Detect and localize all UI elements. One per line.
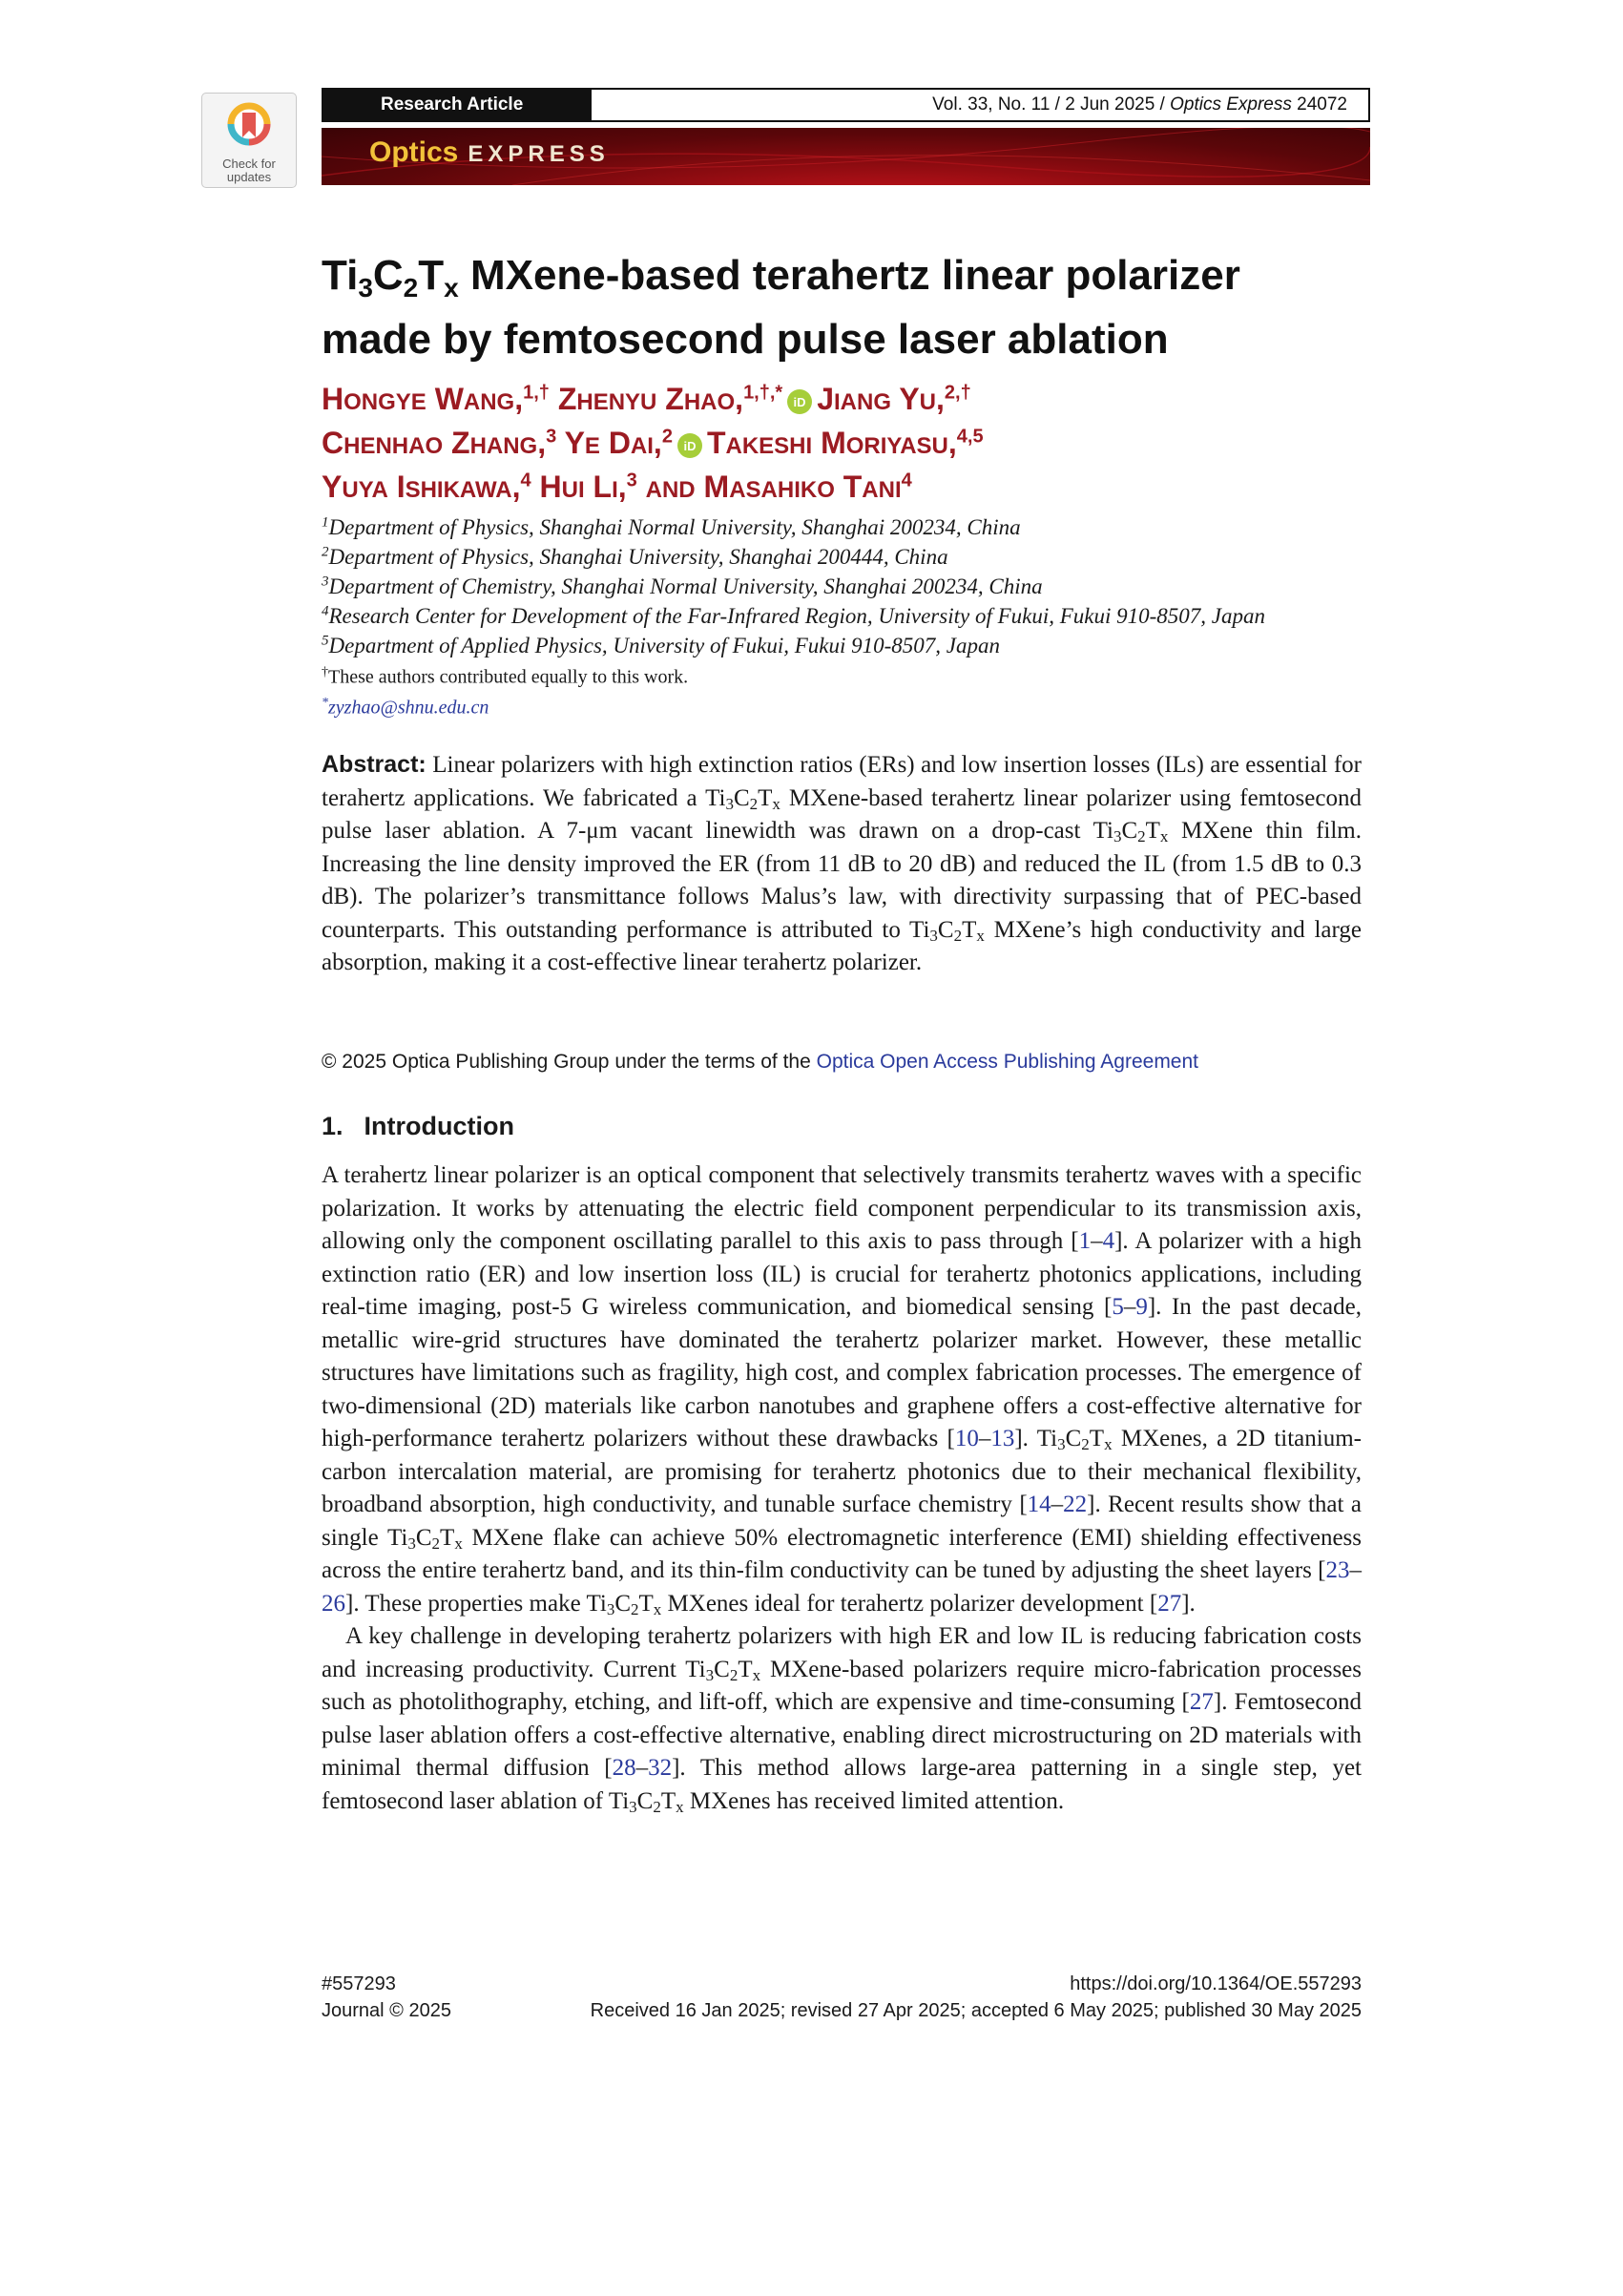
affiliation: $^2$Department of Physics, Shanghai University, Shanghai 200444, China	[322, 544, 948, 569]
citation-page: 24072	[1291, 94, 1347, 115]
title-line-2: made by femtosecond pulse laser ablation	[322, 316, 1169, 363]
author[interactable]: CHENHAO ZHANG,$^3$	[322, 426, 557, 460]
journal-header	[322, 88, 1370, 122]
orcid-icon[interactable]	[676, 432, 703, 459]
citation-link[interactable]: 23	[1325, 1557, 1350, 1583]
affiliation: $^1$Department of Physics, Shanghai Normal University, Shanghai 200234, China	[322, 514, 1021, 539]
journal-copyright: Journal © 2025	[322, 2000, 451, 2021]
paper-title	[322, 250, 1371, 365]
citation-link[interactable]: 32	[648, 1755, 673, 1781]
citation-link[interactable]: 5	[1112, 1294, 1124, 1320]
affiliation: $^3$Department of Chemistry, Shanghai Normal University, Shanghai 200234, China	[322, 574, 1043, 598]
license-link[interactable]: Optica Open Access Publishing Agreement	[816, 1051, 1199, 1073]
journal-logo	[369, 136, 610, 169]
author[interactable]: YUYA ISHIKAWA,$^4$	[322, 470, 531, 504]
citation-link[interactable]: 28	[612, 1755, 636, 1781]
section-heading: 1. Introduction	[322, 1112, 514, 1140]
author[interactable]: TAKESHI MORIYASU,$^{4,5}$	[706, 426, 984, 460]
citation-link[interactable]: 10	[954, 1426, 979, 1451]
affiliation: $^5$Department of Applied Physics, University of Fukui, Fukui 910-8507, Japan	[322, 633, 1000, 657]
corresponding-email[interactable]: *zyzhao@shnu.edu.cn	[322, 695, 489, 719]
citation-link[interactable]: 1	[1078, 1228, 1092, 1254]
author[interactable]: HUI LI,$^3$	[539, 470, 637, 504]
citation-journal: Optics Express	[1170, 94, 1292, 115]
article-type: Research Article	[322, 88, 590, 122]
citation-link[interactable]: 22	[1063, 1492, 1088, 1517]
author[interactable]: JIANG YU,$^{2,\dagger}$	[817, 382, 971, 416]
title-sub: 3	[358, 273, 373, 303]
author[interactable]: ZHENYU ZHAO,$^{1,\dagger,*}$	[557, 382, 783, 416]
citation-link[interactable]: 4	[1102, 1228, 1115, 1254]
citation	[590, 88, 1370, 122]
check-for-updates-badge[interactable]	[201, 93, 297, 188]
title-sub: 2	[403, 273, 419, 303]
equal-contribution-note: †These authors contributed equally to this work.	[322, 665, 689, 688]
citation-link[interactable]: 14	[1027, 1492, 1051, 1517]
publication-dates: Received 16 Jan 2025; revised 27 Apr 2025; accepted 6 May 2025; published 30 May 2025	[590, 2000, 1362, 2021]
author-list	[322, 379, 1371, 511]
citation-link[interactable]: 13	[990, 1426, 1015, 1451]
manuscript-id: #557293	[322, 1973, 396, 1994]
title-part: C	[372, 252, 404, 299]
title-sub: x	[444, 273, 459, 303]
title-rest: MXene-based terahertz linear polarizer	[458, 252, 1240, 299]
citation-link[interactable]: 27	[1157, 1590, 1182, 1617]
doi-link[interactable]: https://doi.org/10.1364/OE.557293	[1070, 1973, 1362, 1994]
logo-express: EXPRESS	[468, 141, 610, 167]
license-line: © 2025 Optica Publishing Group under the terms of the Optica Open Access Publishing Agreement	[322, 1051, 1199, 1073]
citation-link[interactable]: 9	[1135, 1294, 1148, 1320]
citation-volume: Vol. 33, No. 11 / 2 Jun 2025 /	[932, 94, 1171, 115]
orcid-icon[interactable]	[786, 388, 813, 415]
abstract-label: Abstract:	[322, 751, 427, 778]
authors-and: AND	[645, 477, 696, 503]
paragraph: A key challenge in developing terahertz polarizers with high ER and low IL is reducing fabrication costs and increasing productivity. Current Ti3C2Tx MXene-based polarizers require micro-fabrication processes such as photolithography, etching, and lift-off, which are expensive and time-consuming [27]. Femtosecond pulse laser ablation offers a cost-effective alternative, enabling direct microstructuring on 2D materials with minimal thermal diffusion [28–32]. This method allows large-area patterning in a single step, yet femtosecond laser ablation of Ti3C2Tx MXenes has received limited attention.	[322, 1623, 1362, 1816]
paragraph: A terahertz linear polarizer is an optical component that selectively transmits terahertz waves with a specific polarization. It works by attenuating the electric field component perpendicular to its transmission axis, allowing only the component oscillating parallel to this axis to pass through [1–4]. A polarizer with a high extinction ratio (ER) and low insertion loss (IL) is crucial for terahertz photonics applications, including real-time imaging, post-5 G wireless communication, and biomedical sensing [5–9]. In the past decade, metallic wire-grid structures have dominated the terahertz polarizer market. However, these metallic structures have limitations such as fragility, high cost, and complex fabrication processes. The emergence of two-dimensional (2D) materials like carbon nanotubes and graphene offers a cost-effective alternative for high-performance terahertz polarizers without these drawbacks [10–13]. Ti3C2Tx MXenes, a 2D titanium-carbon intercalation material, are promising for terahertz photonics due to their mechanical flexibility, broadband absorption, high conductivity, and tunable surface chemistry [14–22]. Recent results show that a single Ti3C2Tx MXene flake can achieve 50% electromagnetic interference (EMI) shielding effectiveness across the entire terahertz band, and its thin-film conductivity can be tuned by adjusting the sheet layers [23–26]. These properties make Ti3C2Tx MXenes ideal for terahertz polarizer development [27].	[322, 1162, 1363, 1618]
citation-link[interactable]: 26	[322, 1590, 345, 1617]
badge-line-1: Check for	[222, 157, 276, 171]
journal-banner	[322, 128, 1370, 185]
affiliation: $^4$Research Center for Development of the Far-Infrared Region, University of Fukui, Fukui 910-8507, Japan	[322, 603, 1265, 628]
title-part: T	[418, 252, 445, 299]
author[interactable]: HONGYE WANG,$^{1,\dagger}$	[322, 382, 550, 416]
svg-text:iD: iD	[793, 394, 806, 409]
page-footer	[322, 1971, 1362, 2024]
introduction-body	[322, 1159, 1362, 1818]
citation-link[interactable]: 27	[1189, 1689, 1214, 1715]
author[interactable]: MASAHIKO TANI$^4$	[703, 470, 912, 504]
author[interactable]: YE DAI,$^2$	[564, 426, 673, 460]
svg-text:iD: iD	[683, 438, 697, 453]
logo-optics: Optics	[369, 136, 459, 168]
abstract: Abstract: Linear polarizers with high extinction ratios (ERs) and low insertion losses (ILs) are essential for terahertz applications. We fabricated a Ti3C2Tx MXene-based terahertz linear polarizer using femtosecond pulse laser ablation. A 7-μm vacant linewidth was drawn on a drop-cast Ti3C2Tx MXene thin film. Increasing the line density improved the ER (from 11 dB to 20 dB) and reduced the IL (from 1.5 dB to 0.3 dB). The polarizer’s transmittance follows Malus’s law, with directivity surpassing that of PEC-based counterparts. This outstanding performance is attributed to Ti3C2Tx MXene’s high conductivity and large absorption, making it a cost-effective linear terahertz polarizer.	[322, 751, 1362, 975]
badge-line-2: updates	[226, 170, 272, 184]
crossmark-icon	[226, 101, 272, 153]
affiliations	[322, 512, 1381, 720]
title-part: Ti	[322, 252, 359, 299]
